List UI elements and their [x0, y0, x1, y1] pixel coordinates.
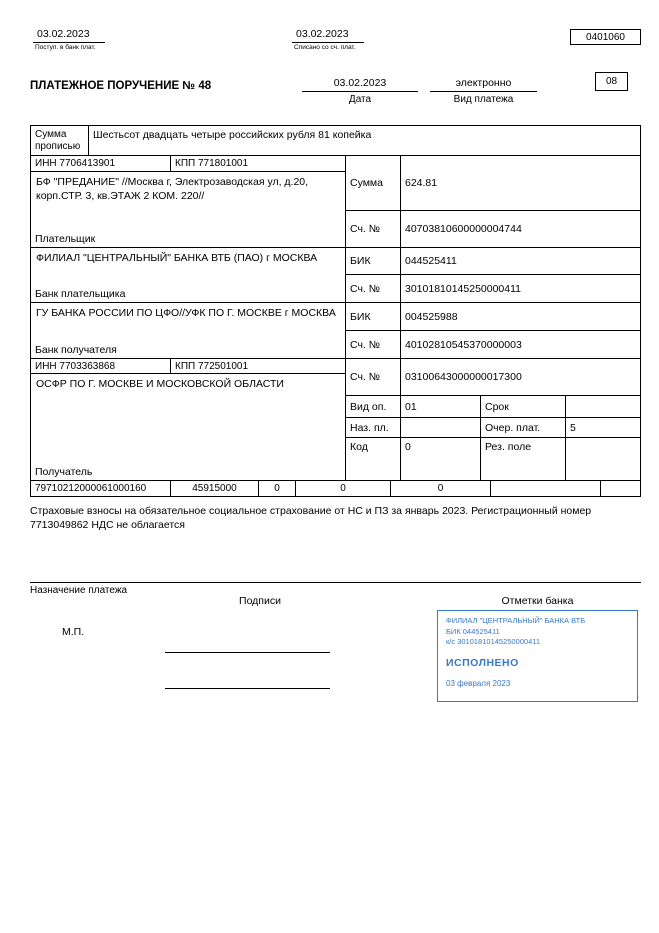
bank-received-date-block: [33, 28, 105, 51]
payment-kind-block: [430, 77, 537, 105]
payer-bank-bik-label: БИК: [346, 248, 401, 274]
payment-purpose-text: Страховые взносы на обязательное социальное страхование от НС и ПЗ за январь 2023. Регистрационный номер 7713049862 НДС не облагается: [30, 505, 592, 532]
payer-bank-label: Банк плательщика: [35, 288, 126, 300]
payment-purpose-label: Назначение платежа: [30, 582, 641, 596]
stamp-status: ИСПОЛНЕНО: [446, 656, 519, 669]
bank-received-date: 03.02.2023: [33, 28, 105, 43]
payment-order-table: [30, 125, 641, 497]
payee-bank-name: ГУ БАНКА РОССИИ ПО ЦФО//УФК ПО Г. МОСКВЕ г МОСКВА: [36, 307, 336, 319]
payer-account-label: Сч. №: [346, 211, 401, 247]
payee-bank-account-label: Сч. №: [346, 331, 401, 358]
amount-words-label: Сумма прописью: [31, 126, 89, 155]
payer-name: БФ "ПРЕДАНИЕ" //Москва г, Электрозаводская ул, д.20, корп.СТР. 3, кв.ЭТАЖ 2 КОМ. 220//: [36, 176, 309, 202]
code-label: Код: [346, 438, 401, 480]
document-title: [30, 80, 211, 92]
reserve-field-value: [566, 438, 640, 480]
bank-received-date-label: Поступ. в банк плат.: [35, 44, 96, 51]
payee-label: Получатель: [35, 466, 93, 478]
signature-line-2: [165, 688, 330, 689]
payee-bank-bik: 004525988: [405, 310, 458, 323]
payer-inn: ИНН 7706413901: [31, 156, 171, 171]
payee-bank-label: Банк получателя: [35, 344, 117, 356]
document-date-label: Дата: [348, 94, 372, 105]
payment-basis-value: 0: [259, 481, 296, 496]
purpose-code-label: Наз. пл.: [346, 418, 401, 437]
payee-inn: ИНН 7703363868: [31, 359, 171, 373]
stamp-bik: БИК 044525411: [446, 626, 500, 636]
payer-bank-account-label: Сч. №: [346, 275, 401, 302]
amount-words-value: Шестьсот двадцать четыре российских рубля 81 копейка: [93, 129, 372, 141]
debited-date: 03.02.2023: [292, 28, 364, 43]
stamp-place-label: М.П.: [62, 626, 85, 638]
purpose-code-value: [401, 418, 481, 437]
kbk-value: 79710212000061000160: [31, 481, 171, 496]
status-code-box: [595, 72, 628, 91]
tax-fields-row: [31, 481, 640, 496]
payee-bank-account: 40102810545370000003: [405, 338, 522, 351]
code-value: 0: [401, 438, 481, 480]
payer-bank-bik: 044525411: [405, 255, 457, 267]
sum-value: 624.81: [405, 177, 438, 189]
payee-name: ОСФР ПО Г. МОСКВЕ И МОСКОВСКОЙ ОБЛАСТИ: [36, 378, 284, 390]
payer-label: Плательщик: [35, 233, 96, 245]
payee-bank-bik-label: БИК: [346, 303, 401, 330]
bank-marks-label: Отметки банка: [501, 595, 574, 607]
priority-label: Очер. плат.: [481, 418, 566, 437]
signatures-label: Подписи: [239, 595, 281, 607]
op-kind-label: Вид оп.: [346, 396, 401, 417]
document-number: 48: [198, 80, 212, 92]
stamp-corr-account: к/с 30101810145250000411: [446, 637, 541, 646]
document-number-field: 0: [391, 481, 491, 496]
payee-kpp: КПП 772501001: [175, 360, 249, 372]
payment-type-field: [601, 481, 640, 496]
payee-account: 03100643000000017300: [405, 371, 522, 383]
payment-kind-label: Вид платежа: [453, 94, 514, 105]
payee-account-label: Сч. №: [346, 359, 401, 395]
payer-kpp: КПП 771801001: [175, 158, 249, 169]
document-date-block: [302, 77, 418, 105]
debited-date-label: Списано со сч. плат.: [294, 44, 356, 51]
sum-label: Сумма: [346, 156, 401, 210]
payment-kind: электронно: [430, 77, 537, 92]
oktmo-value: 45915000: [171, 481, 259, 496]
payer-account-value: 40703810600000004744: [405, 223, 522, 235]
bank-stamp: [437, 610, 638, 702]
status-code: 08: [605, 76, 618, 87]
stamp-date: 03 февраля 2023: [446, 678, 511, 688]
document-date-field: [491, 481, 601, 496]
signature-line-1: [165, 652, 330, 653]
reserve-field-label: Рез. поле: [481, 438, 566, 480]
stamp-bank-name: ФИЛИАЛ "ЦЕНТРАЛЬНЫЙ" БАНКА ВТБ: [446, 616, 586, 625]
term-value: [566, 396, 640, 417]
tax-period-value: 0: [296, 481, 391, 496]
payer-bank-account: 30101810145250000411: [405, 282, 522, 295]
form-code: 0401060: [586, 31, 625, 43]
payer-bank-name: ФИЛИАЛ "ЦЕНТРАЛЬНЫЙ" БАНКА ВТБ (ПАО) г МОСКВА: [36, 252, 318, 264]
document-date: 03.02.2023: [302, 77, 418, 92]
op-kind-value: 01: [401, 396, 481, 417]
form-code-box: [570, 29, 641, 45]
document-title-text: ПЛАТЕЖНОЕ ПОРУЧЕНИЕ №: [30, 80, 196, 92]
term-label: Срок: [481, 396, 566, 417]
debited-date-block: [292, 28, 364, 51]
priority-value: 5: [570, 421, 576, 434]
